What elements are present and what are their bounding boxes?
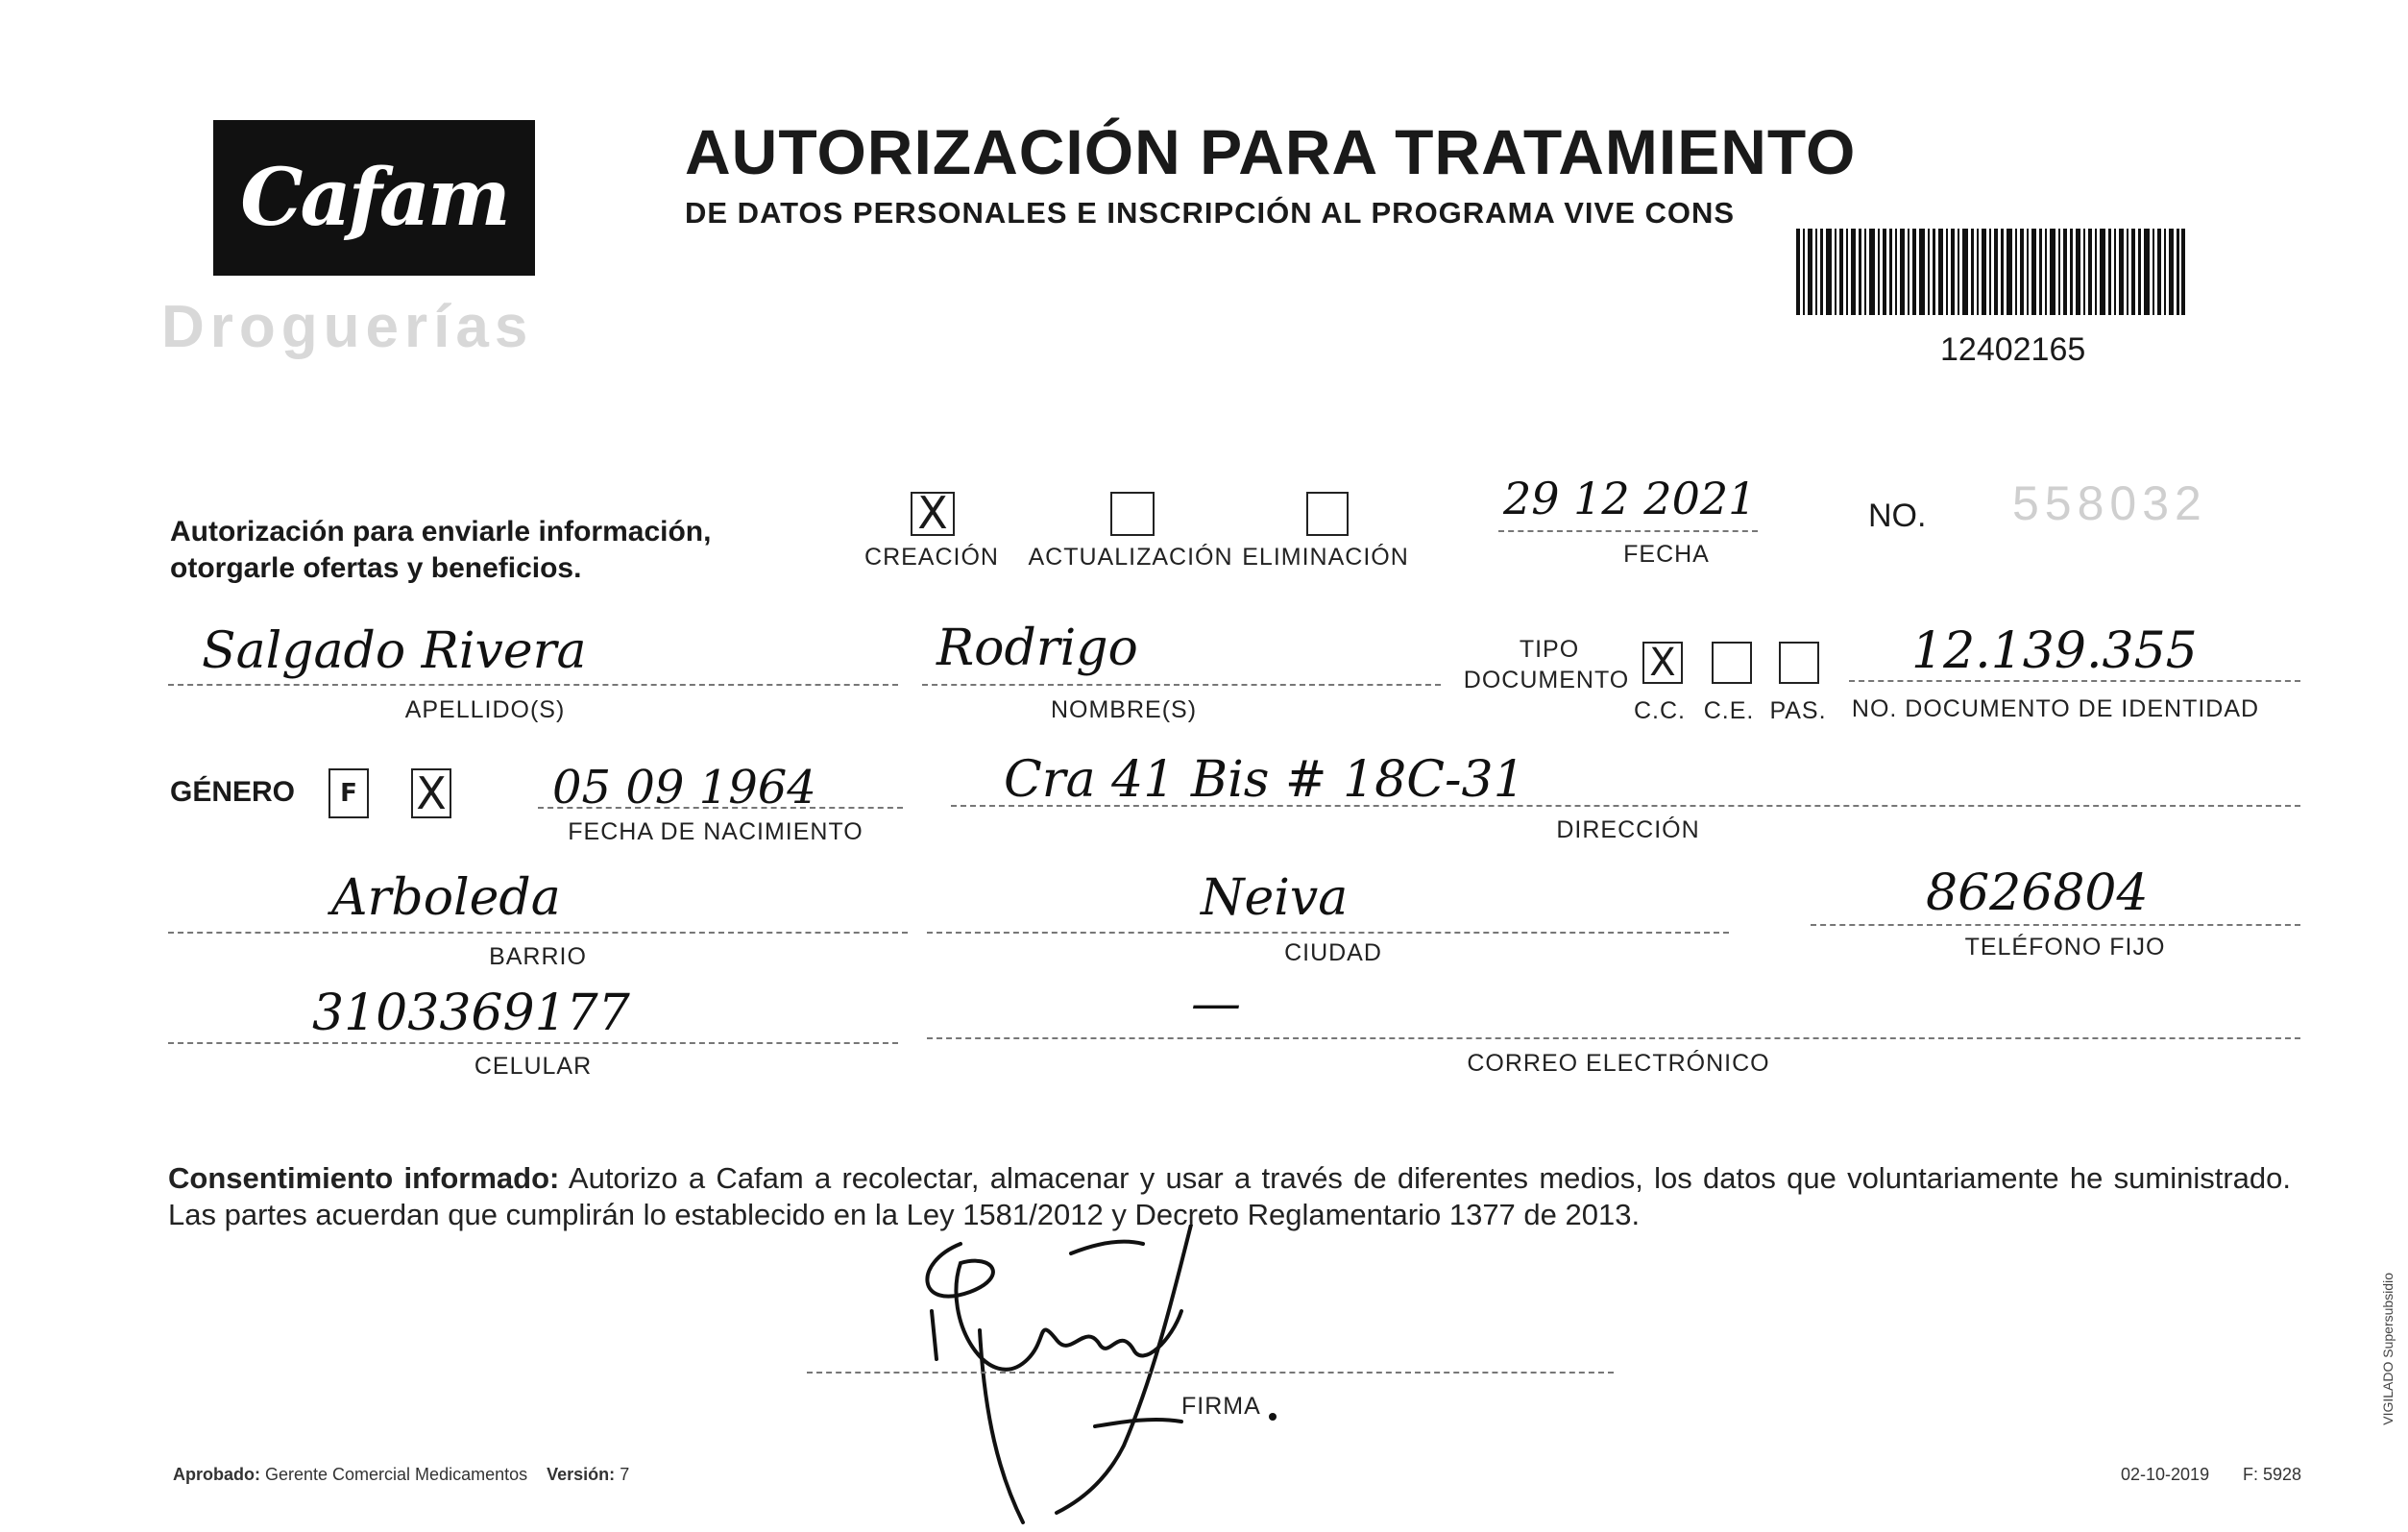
direccion-line	[951, 805, 2300, 807]
celular-value[interactable]: 3103369177	[312, 985, 630, 1042]
barrio-value[interactable]: Arboleda	[331, 869, 561, 927]
consent-heading: Consentimiento informado:	[168, 1161, 560, 1195]
telefono-value[interactable]: 8626804	[1926, 864, 2149, 922]
footer-code: F: 5928	[2243, 1465, 2302, 1484]
creacion-label: CREACIÓN	[864, 544, 999, 571]
eliminacion-label: ELIMINACIÓN	[1242, 544, 1409, 571]
footer-date: 02-10-2019	[2121, 1465, 2210, 1484]
no-label: NO.	[1868, 498, 1927, 534]
cafam-logo: Cafam	[213, 120, 535, 276]
firma-label: FIRMA	[1181, 1393, 1261, 1420]
correo-label: CORREO ELECTRÓNICO	[1467, 1050, 1770, 1077]
fecha-nacimiento-line	[538, 807, 903, 809]
cc-label: C.C.	[1634, 697, 1686, 724]
no-value: 558032	[2012, 476, 2207, 530]
nombres-label: NOMBRE(S)	[1050, 696, 1198, 723]
fecha-line	[1498, 530, 1758, 532]
genero-m-checkbox[interactable]: X	[411, 768, 451, 818]
ce-checkbox[interactable]	[1712, 642, 1752, 684]
fecha-nacimiento-label: FECHA DE NACIMIENTO	[568, 818, 863, 845]
cc-checkbox[interactable]: X	[1642, 642, 1683, 684]
barcode-number: 12402165	[1940, 331, 2086, 368]
celular-line	[168, 1042, 898, 1044]
fecha-value[interactable]: 29 12 2021	[1503, 473, 1757, 524]
ciudad-value[interactable]: Neiva	[1201, 869, 1349, 927]
telefono-label: TELÉFONO FIJO	[1964, 934, 2166, 961]
actualizacion-label: ACTUALIZACIÓN	[1028, 544, 1233, 571]
apellidos-line	[168, 684, 898, 686]
aprobado-value: Gerente Comercial Medicamentos	[265, 1465, 528, 1484]
nombres-value[interactable]: Rodrigo	[936, 620, 1138, 677]
page-subtitle: DE DATOS PERSONALES E INSCRIPCIÓN AL PROGRAMA VIVE CONS	[685, 196, 1736, 230]
doc-number-line	[1849, 680, 2300, 682]
consent-paragraph	[168, 1160, 2291, 1233]
pas-label: PAS.	[1769, 697, 1827, 724]
eliminacion-checkbox[interactable]	[1306, 492, 1349, 536]
nombres-line	[922, 684, 1441, 686]
fecha-label: FECHA	[1623, 541, 1710, 568]
ciudad-label: CIUDAD	[1284, 939, 1382, 966]
page-title: AUTORIZACIÓN PARA TRATAMIENTO	[685, 116, 1857, 187]
drogueria-watermark: Droguerías	[161, 294, 534, 360]
actualizacion-checkbox[interactable]	[1110, 492, 1155, 536]
genero-label: GÉNERO	[170, 776, 296, 808]
creacion-checkbox[interactable]: X	[911, 492, 955, 536]
documento-label: DOCUMENTO	[1463, 667, 1630, 693]
apellidos-label: APELLIDO(S)	[404, 696, 566, 723]
version-value: 7	[620, 1465, 630, 1484]
signature-line	[807, 1372, 1614, 1374]
celular-label: CELULAR	[474, 1053, 593, 1080]
authorization-text-line1: Autorización para enviarle información,	[170, 516, 712, 547]
authorization-text-line2: otorgarle ofertas y beneficios.	[170, 552, 582, 584]
aprobado-label: Aprobado:	[173, 1465, 260, 1484]
doc-number-value[interactable]: 12.139.355	[1911, 622, 2198, 680]
doc-number-label: NO. DOCUMENTO DE IDENTIDAD	[1851, 695, 2260, 722]
barrio-label: BARRIO	[489, 943, 587, 970]
genero-f-checkbox[interactable]: F	[328, 768, 369, 818]
ciudad-line	[927, 932, 1729, 934]
barrio-line	[168, 932, 908, 934]
tipo-label: TIPO	[1519, 636, 1580, 663]
direccion-value[interactable]: Cra 41 Bis # 18C-31	[1004, 751, 1525, 809]
footer-approval	[173, 1465, 629, 1485]
supersubsidio-side-label: VIGILADO Supersubsidio	[2380, 1273, 2396, 1425]
fecha-nacimiento-value[interactable]: 05 09 1964	[552, 761, 816, 815]
pas-checkbox[interactable]	[1779, 642, 1819, 684]
authorization-text	[170, 514, 711, 587]
telefono-line	[1811, 924, 2300, 926]
version-label: Versión:	[547, 1465, 616, 1484]
ce-label: C.E.	[1703, 697, 1755, 724]
signature-image	[903, 1225, 1326, 1532]
apellidos-value[interactable]: Salgado Rivera	[202, 622, 587, 680]
correo-line	[927, 1037, 2300, 1039]
consent-body: Autorizo a Cafam a recolectar, almacenar y usar a través de diferentes medios, los datos que voluntariamente he suministrado. Las partes acuerdan que cumplirán lo establecido en la Ley 1581/2012 y Decreto Reglamentario 1377 de 2013.	[168, 1161, 2291, 1231]
direccion-label: DIRECCIÓN	[1556, 816, 1700, 843]
correo-value[interactable]: —	[1191, 975, 1241, 1033]
barcode-image	[1796, 229, 2185, 315]
